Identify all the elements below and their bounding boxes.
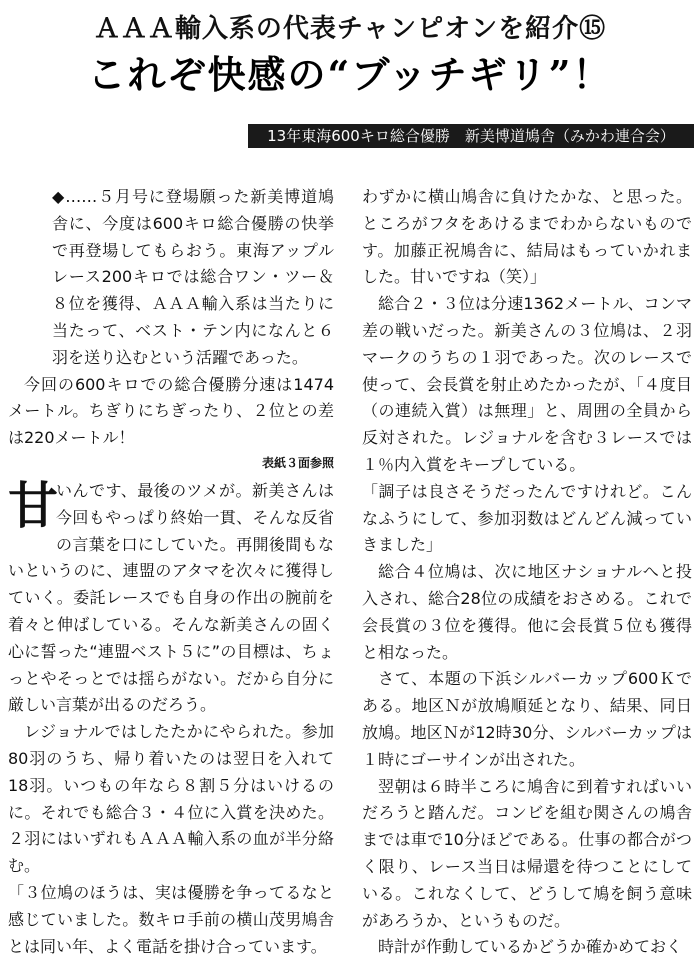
dropcap-paragraph-text: いんです、最後のツメが。新美さんは今回もやっぱり終始一貫、そんな反省の言葉を口にしていた。再開後間もないというのに、連盟のアタマを次々に獲得していく。委託レースでも自身の作出の腕前を着々と伸ばしている。そんな新美さんの固く心に誓った“連盟ベスト５に”の目標は、ちょっとやそっとでは揺らがない。だから自分に厳しい言葉が出るのだろう。 xyxy=(8,480,334,715)
body-paragraph: 「調子は良さそうだったんですけれど。こんなふうにして、参加羽数はどんどん減っていきました」 xyxy=(362,481,692,555)
page-title: これぞ快感の“ブッチギリ”！ xyxy=(87,52,613,97)
body-paragraph: 翌朝は６時半ころに鳩舎に到着すればいいだろうと踏んだ。コンビを組む関さんの鳩舎までは車で10分ほどである。仕事の都合がつく限り、レース当日は帰還を待つことにしている。これなくして、どうして鳩を飼う意味があろうか、というものだ。 xyxy=(362,776,692,930)
body-paragraph: 「３位鳩のほうは、実は優勝を争ってるなと感じていました。数キロ手前の横山茂男鳩舎とは同い年、よく電話を掛け合っています。 xyxy=(8,882,334,956)
body-paragraph: 時計が作動しているかどうか確かめておく xyxy=(378,937,683,957)
subtitle-bar: 13年東海600キロ総合優勝 新美博道鳩舎（みかわ連合会） xyxy=(248,124,694,148)
left-column xyxy=(8,184,334,960)
body-paragraph xyxy=(8,475,334,719)
cover-reference: 表紙３面参照 xyxy=(261,455,334,470)
intro-paragraph: ◆……５月号に登場願った新美博道鳩舎に、今度は600キロ総合優勝の快挙で再登場してもらおう。東海アップルレース200キロでは総合ワン・ツー＆８位を獲得、ＡＡＡ輸入系は当たりに当たって、ベスト・テン内になんと６羽を送り込むという活躍であった。 xyxy=(52,187,334,367)
body-paragraph: レジョナルではしたたかにやられた。参加80羽のうち、帰り着いたのは翌日を入れて18羽。いつもの年なら８割５分はいけるのに。それでも総合３・４位に入賞を決めた。２羽にはいずれもＡＡＡ輸入系の血が半分絡む。 xyxy=(8,722,334,876)
body-paragraph: 総合２・３位は分速1362メートル、コンマ差の戦いだった。新美さんの３位鳩は、２羽マークのうちの１羽であった。次のレースで使って、会長賞を射止めたかったが、「４度目（の連続入賞）は無理」と、周囲の全員から反対された。レジョナルを含む３レースでは１％内入賞をキープしている。 xyxy=(362,294,692,474)
series-title: ＡＡＡ輸入系の代表チャンピオンを紹介⑮ xyxy=(93,14,607,44)
body-paragraph: わずかに横山鳩舎に負けたかな、と思った。ところがフタをあけるまでわからないものです。加藤正祝鳩舎に、結局はもっていかれました。甘いですね（笑）」 xyxy=(362,187,692,287)
body-paragraph: 今回の600キロでの総合優勝分速は1474メートル。ちぎりにちぎったり、２位との差は220メートル！ xyxy=(8,374,334,448)
right-column xyxy=(362,184,692,961)
body-paragraph: さて、本題の下浜シルバーカップ600Ｋである。地区Ｎが放鳩順延となり、結果、同日放鳩。地区Ｎが12時30分、シルバーカップは１時にゴーサインが出された。 xyxy=(362,669,692,769)
drop-cap: 甘 xyxy=(8,475,58,535)
body-paragraph: 総合４位鳩は、次に地区ナショナルへと投入され、総合28位の成績をおさめる。これで会長賞の３位を獲得。他に会長賞５位も獲得と相なった。 xyxy=(362,562,692,662)
